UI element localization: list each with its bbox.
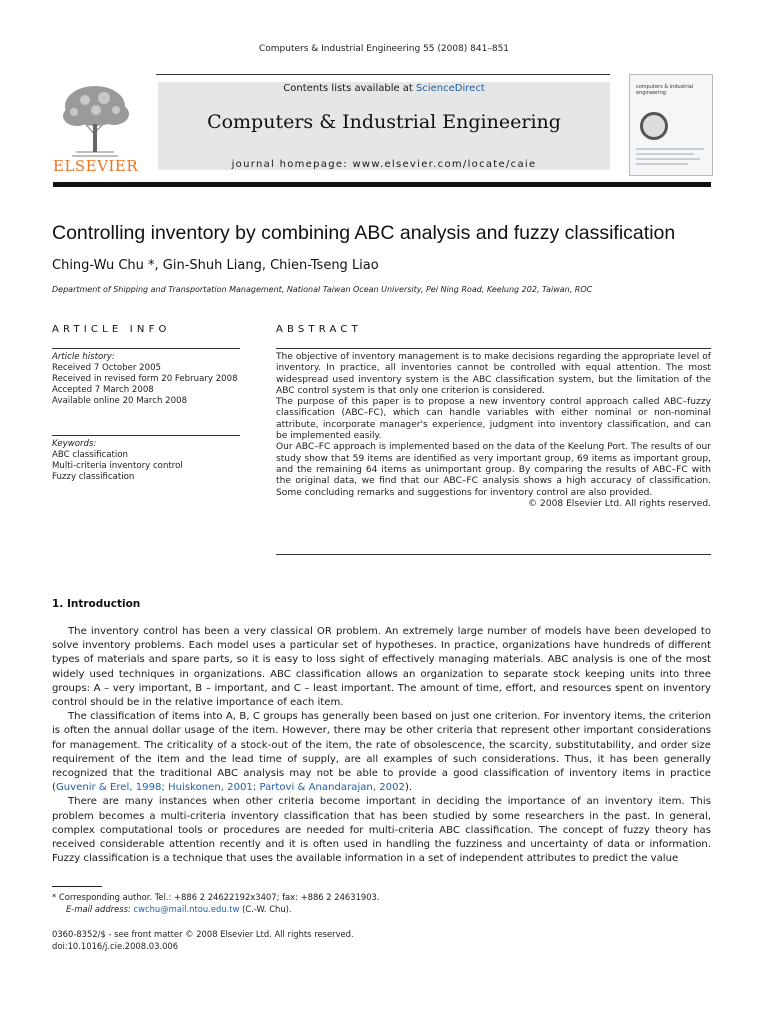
introduction-body — [52, 625, 711, 866]
sciencedirect-link[interactable]: ScienceDirect — [416, 83, 485, 94]
front-matter-issn: 0360-8352/$ - see front matter © 2008 Elsevier Ltd. All rights reserved. — [52, 929, 354, 939]
keywords-block — [52, 439, 240, 483]
keyword-item: Fuzzy classification — [52, 472, 135, 482]
header-rule-top — [156, 74, 610, 75]
abstract-paragraph: Our ABC–FC approach is implemented based on the data of the Keelung Port. The results of our study show that 59 items are identified as very important group, 69 items as important group, and the remaining 64 items as unimportant group. By comparing the results of ABC–FC with the original data, we find that our ABC–FC analysis shows a high accuracy of classification. Some concluding remarks and suggestions for inventory control are also provided. — [276, 442, 711, 498]
abstract-heading: ABSTRACT — [276, 324, 362, 335]
history-revised: Received in revised form 20 February 2008 — [52, 374, 238, 384]
contents-prefix: Contents lists available at — [283, 83, 417, 94]
email-link[interactable]: cwchu@mail.ntou.edu.tw — [133, 904, 240, 914]
footnote-rule — [52, 886, 102, 887]
body-paragraph: There are many instances when other criteria become important in deciding the importance of an inventory item. This problem becomes a multi-criteria inventory classification that has been studied by some researchers in the past. In general, complex computational tools or procedures are needed for multi-criteria ABC classification. The concept of fuzzy theory has received considerable attention recently and it is often used in handling the fuzziness and uncertainty of data or information. Fuzzy classification is a technique that uses the available information in a set of independent attributes to predict the value — [52, 796, 711, 865]
journal-title: Computers & Industrial Engineering — [207, 111, 561, 133]
abstract-paragraph: The objective of inventory management is to make decisions regarding the appropriate level of inventory. In practice, all inventories cannot be controlled with equal attention. The most widespread used inventory system is the ABC classification system, but the limitation of the ABC control system is that only one criterion is considered. — [276, 352, 711, 396]
body-paragraph: The inventory control has been a very classical OR problem. An extremely large number of models have been developed to solve inventory problems. Each model uses a particular set of hypotheses. In practice, organizations have hundreds of different types of materials and spare parts, so it is easy to loss sight of effectively managing materials. ABC analysis is one of the most widely used techniques in organizations. ABC classification allows an organization to separate stock keeping units into three groups: A – very important, B – important, and C – least important. The amount of time, effort, and resources spent on inventory control should be in the relative importance of each item. — [52, 626, 711, 709]
abstract-paragraph: The purpose of this paper is to propose a new inventory control approach called ABC–fuzzy classification (ABC–FC), which can handle variables with either nominal or non-nominal attribute, incorporate manager's experience, judgment into inventory classification, and can be implemented easily. — [276, 397, 711, 442]
journal-homepage[interactable]: journal homepage: www.elsevier.com/locate/caie — [231, 159, 537, 170]
author-affiliation: Department of Shipping and Transportation Management, National Taiwan Ocean University, Pei Ning Road, Keelung 202, Taiwan, ROC — [52, 285, 593, 294]
email-suffix: (C.-W. Chu). — [239, 904, 292, 914]
footnote-email-line — [52, 903, 712, 915]
article-history — [52, 352, 240, 407]
running-head: Computers & Industrial Engineering 55 (2008) 841–851 — [258, 44, 510, 54]
history-online: Available online 20 March 2008 — [52, 396, 188, 406]
keywords-label: Keywords: — [52, 439, 97, 449]
history-received: Received 7 October 2005 — [52, 363, 162, 373]
cover-contents-lines — [634, 146, 706, 170]
footnote-contact: * Corresponding author. Tel.: +886 2 24622192x3407; fax: +886 2 24631903. — [52, 892, 380, 902]
article-info-rule — [52, 348, 240, 349]
contents-line — [158, 83, 610, 94]
abstract-copyright: © 2008 Elsevier Ltd. All rights reserved. — [528, 498, 711, 509]
cover-emblem-icon — [640, 112, 668, 140]
paragraph-text: The classification of items into A, B, C groups has generally been based on just one criterion. For inventory items, the criterion is often the annual dollar usage of the item. However, there may be other criteria that represent other important considerations for management. The criticality of a stock-out of the item, the rate of obsolescence, the scarcity, substitutability, and order size requirement of the item and the lead time of supply, are all examples of such considerations. Thus, it has been generally recognized that the traditional ABC analysis may not be able to provide a good classification of inventory items in practice ( — [52, 711, 711, 794]
abstract-body — [276, 352, 711, 510]
keyword-item: Multi-criteria inventory control — [52, 461, 183, 471]
email-label: E-mail address: — [66, 904, 131, 914]
article-info-heading: ARTICLE INFO — [52, 324, 171, 335]
history-label: Article history: — [52, 352, 115, 362]
abstract-rule-bottom — [276, 554, 711, 555]
citation-link[interactable]: Guvenir & Erel, 1998; Huiskonen, 2001; Partovi & Anandarajan, 2002 — [55, 782, 405, 794]
elsevier-wordmark: ELSEVIER — [53, 157, 139, 175]
abstract-rule-top — [276, 348, 711, 349]
introduction-heading: 1. Introduction — [52, 598, 141, 610]
keyword-item: ABC classification — [52, 450, 128, 460]
cover-title: computers & industrial engineering — [636, 84, 694, 96]
article-authors: Ching-Wu Chu *, Gin-Shuh Liang, Chien-Tseng Liao — [52, 258, 379, 273]
paragraph-text-end: ). — [404, 782, 413, 794]
header-rule-bottom — [53, 182, 711, 187]
corresponding-author-footnote — [52, 891, 712, 915]
doi[interactable]: doi:10.1016/j.cie.2008.03.006 — [52, 941, 179, 951]
article-title: Controlling inventory by combining ABC analysis and fuzzy classification — [52, 222, 676, 244]
keywords-rule — [52, 435, 240, 436]
body-paragraph — [52, 710, 711, 795]
front-matter — [52, 928, 354, 952]
history-accepted: Accepted 7 March 2008 — [52, 385, 154, 395]
